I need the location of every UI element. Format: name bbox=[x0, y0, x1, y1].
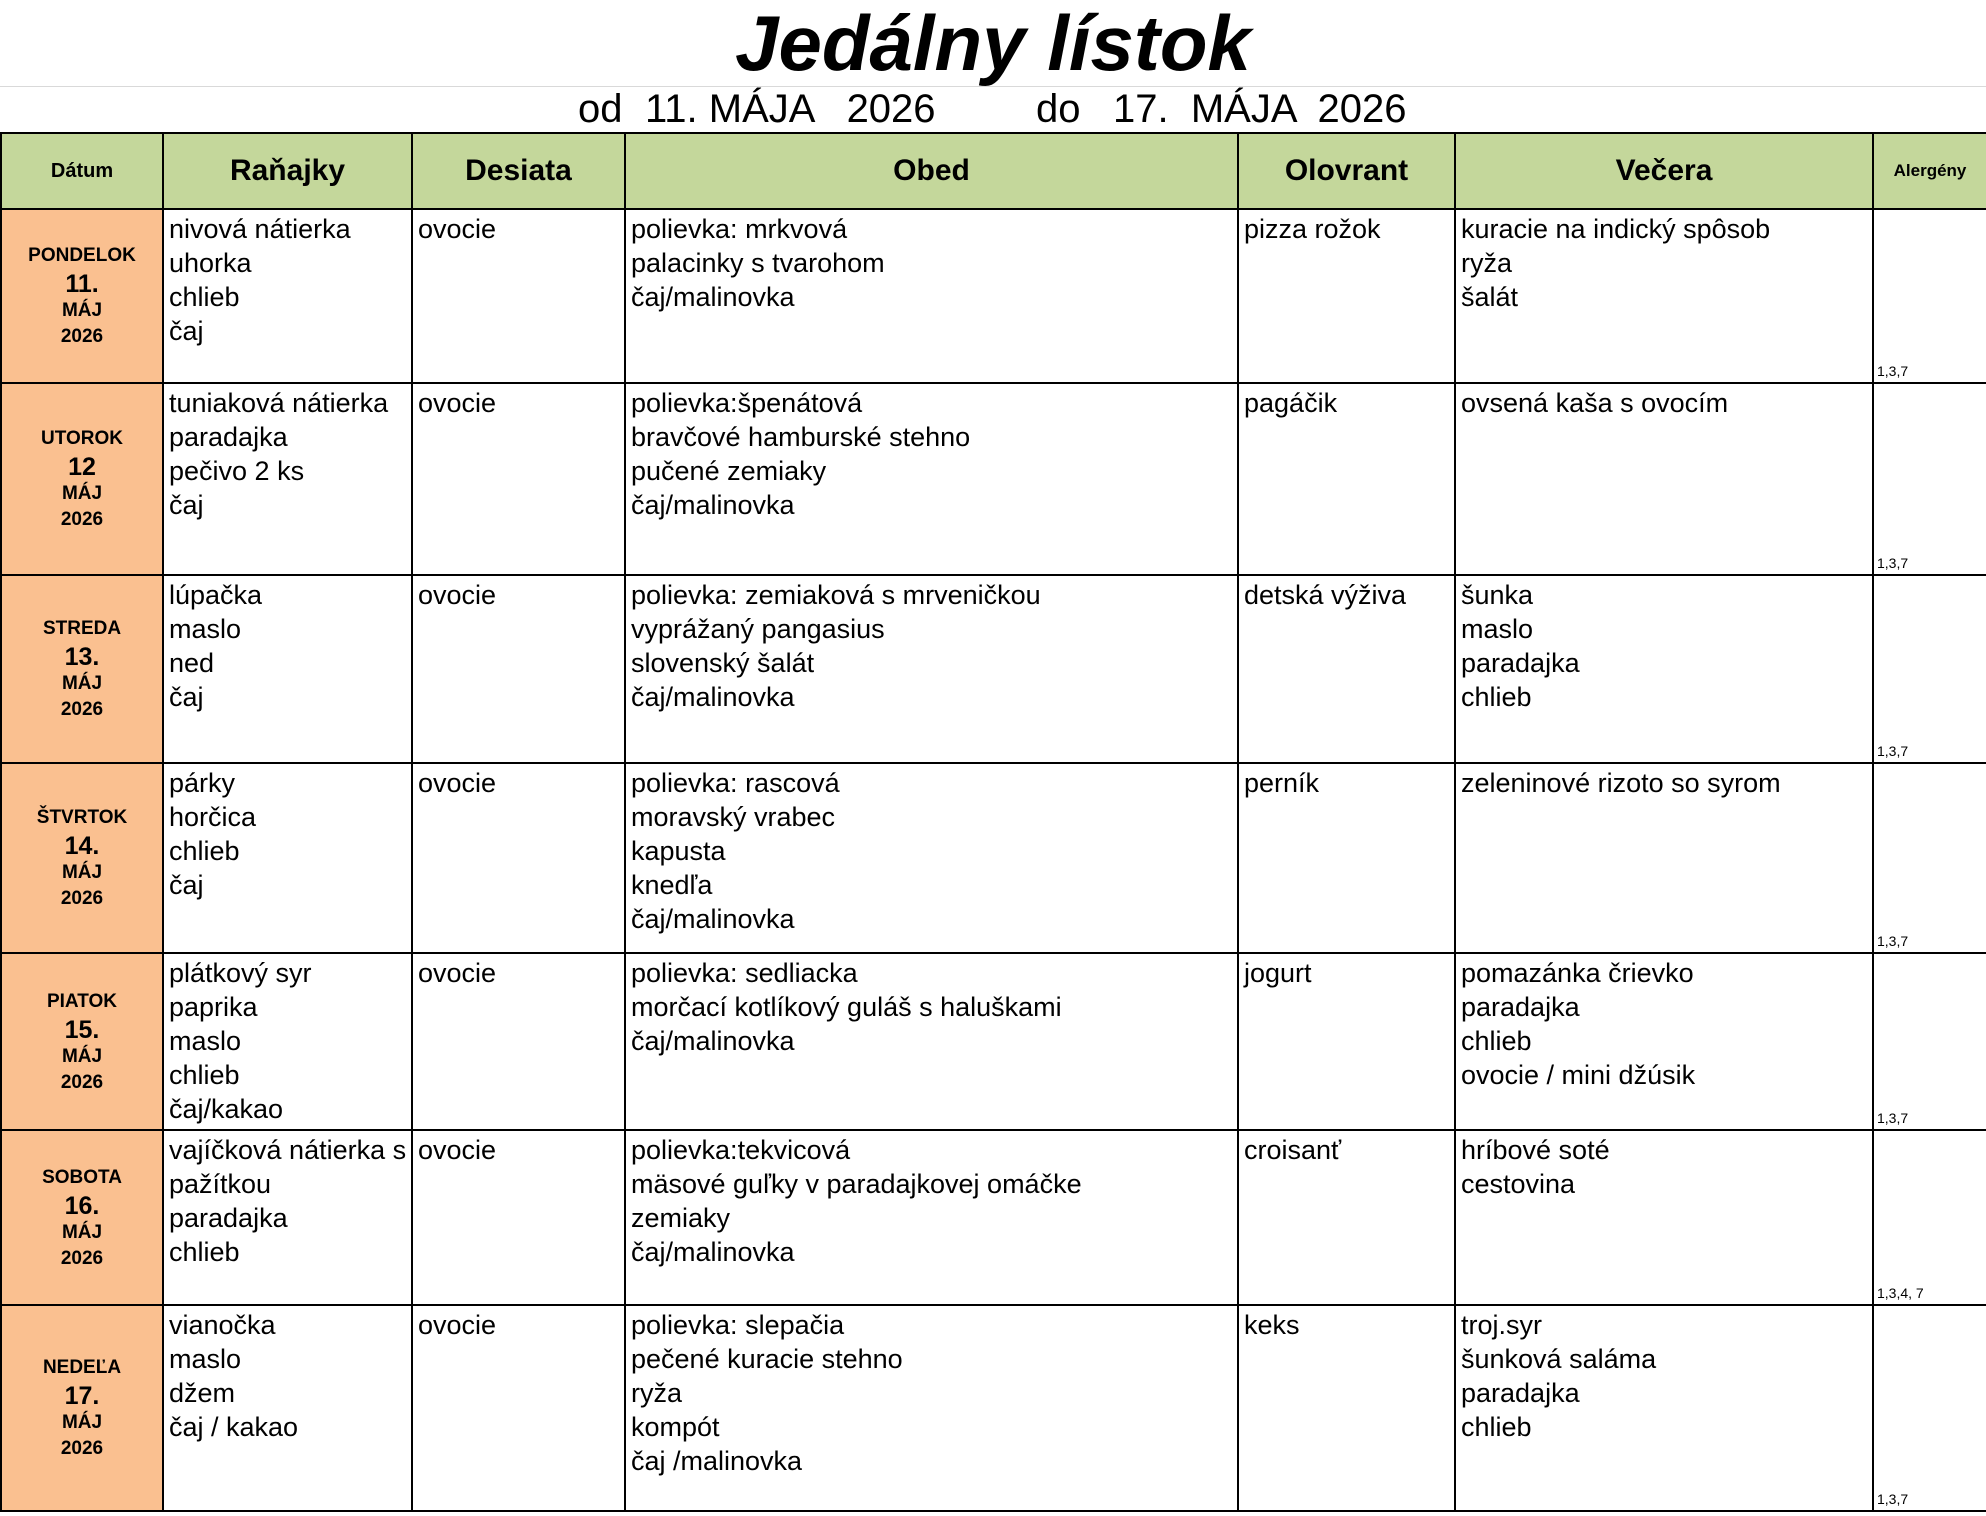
day-month: MÁJ bbox=[61, 1412, 103, 1433]
vecera-item: chlieb bbox=[1461, 1412, 1532, 1442]
ranajky-item: chlieb bbox=[169, 1237, 240, 1267]
obed-item: čaj/malinovka bbox=[631, 682, 795, 712]
col-header-desiata: Desiata bbox=[412, 133, 625, 209]
vecera-item: pomazánka črievko bbox=[1461, 958, 1694, 988]
ranajky-item: lúpačka bbox=[169, 580, 263, 610]
ranajky-item: čaj bbox=[169, 682, 204, 712]
header-row bbox=[1, 133, 1986, 209]
day-number: 13. bbox=[64, 643, 100, 671]
desiata-cell bbox=[412, 575, 625, 763]
obed-item: polievka: slepačia bbox=[631, 1310, 845, 1340]
period-from-date: 11. MÁJA 2026 bbox=[645, 87, 936, 131]
day-cell bbox=[1, 209, 163, 383]
vecera-item: ryža bbox=[1461, 248, 1513, 278]
day-year: 2026 bbox=[60, 888, 104, 909]
obed-item: polievka: rascová bbox=[631, 768, 840, 798]
ranajky-item: čaj bbox=[169, 870, 204, 900]
obed-item: polievka:špenátová bbox=[631, 388, 863, 418]
obed-cell bbox=[625, 383, 1238, 575]
obed-item: vyprážaný pangasius bbox=[631, 614, 885, 644]
obed-cell bbox=[625, 1305, 1238, 1511]
obed-item: čaj/malinovka bbox=[631, 904, 795, 934]
allergens-cell: 1,3,7 bbox=[1873, 763, 1986, 953]
obed-cell bbox=[625, 763, 1238, 953]
ranajky-item: pažítkou bbox=[169, 1169, 272, 1199]
olovrant-item: jogurt bbox=[1244, 958, 1312, 988]
day-year: 2026 bbox=[60, 1438, 104, 1459]
ranajky-item: chlieb bbox=[169, 1060, 240, 1090]
table-row bbox=[1, 383, 1986, 575]
obed-item: slovenský šalát bbox=[631, 648, 815, 678]
obed-item: polievka: sedliacka bbox=[631, 958, 858, 988]
ranajky-item: chlieb bbox=[169, 836, 240, 866]
day-number: 11. bbox=[65, 270, 99, 298]
obed-item: čaj/malinovka bbox=[631, 490, 795, 520]
day-month: MÁJ bbox=[61, 1221, 103, 1243]
ranajky-item: džem bbox=[169, 1378, 236, 1408]
day-month: MÁJ bbox=[61, 862, 103, 883]
vecera-item: maslo bbox=[1461, 614, 1534, 644]
ranajky-cell bbox=[163, 1305, 412, 1511]
ranajky-item: plátkový syr bbox=[169, 958, 312, 988]
ranajky-item: paradajka bbox=[169, 422, 288, 452]
vecera-item: šalát bbox=[1461, 282, 1519, 312]
obed-item: čaj/malinovka bbox=[631, 1237, 795, 1267]
obed-item: moravský vrabec bbox=[631, 802, 836, 832]
obed-item: čaj /malinovka bbox=[631, 1446, 803, 1476]
day-year: 2026 bbox=[60, 1247, 104, 1269]
menu-table bbox=[0, 132, 1986, 1512]
vecera-item: paradajka bbox=[1461, 648, 1580, 678]
allergens-cell: 1,3,7 bbox=[1873, 1305, 1986, 1511]
vecera-item: ovocie / mini džúsik bbox=[1461, 1060, 1696, 1090]
olovrant-cell bbox=[1238, 763, 1455, 953]
desiata-item: ovocie bbox=[418, 958, 497, 988]
page-title: Jedálny lístok bbox=[0, 0, 1986, 87]
table-row bbox=[1, 575, 1986, 763]
col-header-obed: Obed bbox=[625, 133, 1238, 209]
menu-body bbox=[1, 209, 1986, 1511]
day-cell bbox=[1, 383, 163, 575]
vecera-item: hríbové soté bbox=[1461, 1135, 1610, 1165]
ranajky-item: horčica bbox=[169, 802, 257, 832]
allergens-cell: 1,3,4, 7 bbox=[1873, 1130, 1986, 1305]
obed-item: čaj/malinovka bbox=[631, 1026, 795, 1056]
table-row bbox=[1, 763, 1986, 953]
day-name: PIATOK bbox=[46, 990, 118, 1012]
ranajky-item: čaj bbox=[169, 490, 204, 520]
obed-item: pečené kuracie stehno bbox=[631, 1344, 903, 1374]
day-number: 14. bbox=[64, 832, 100, 860]
table-row bbox=[1, 209, 1986, 383]
obed-cell bbox=[625, 575, 1238, 763]
ranajky-cell bbox=[163, 383, 412, 575]
obed-item: bravčové hamburské stehno bbox=[631, 422, 971, 452]
vecera-cell bbox=[1455, 383, 1873, 575]
col-header-datum: Dátum bbox=[1, 133, 163, 209]
olovrant-item: croisanť bbox=[1244, 1135, 1342, 1165]
col-header-vecera: Večera bbox=[1455, 133, 1873, 209]
vecera-item: šunka bbox=[1461, 580, 1534, 610]
day-cell bbox=[1, 1305, 163, 1511]
obed-item: knedľa bbox=[631, 870, 713, 900]
ranajky-cell bbox=[163, 1130, 412, 1305]
olovrant-cell bbox=[1238, 953, 1455, 1130]
vecera-item: kuracie na indický spôsob bbox=[1461, 214, 1771, 244]
vecera-item: cestovina bbox=[1461, 1169, 1576, 1199]
obed-item: čaj/malinovka bbox=[631, 282, 795, 312]
vecera-item: chlieb bbox=[1461, 682, 1532, 712]
vecera-item: zeleninové rizoto so syrom bbox=[1461, 768, 1781, 798]
vecera-cell bbox=[1455, 1130, 1873, 1305]
day-year: 2026 bbox=[60, 509, 104, 530]
ranajky-item: maslo bbox=[169, 614, 242, 644]
desiata-cell bbox=[412, 209, 625, 383]
desiata-item: ovocie bbox=[418, 388, 497, 418]
ranajky-cell bbox=[163, 763, 412, 953]
ranajky-item: nivová nátierka bbox=[169, 214, 351, 244]
col-header-alergeny: Alergény bbox=[1873, 133, 1986, 209]
obed-item: polievka:tekvicová bbox=[631, 1135, 851, 1165]
day-year: 2026 bbox=[60, 1071, 104, 1093]
obed-item: kapusta bbox=[631, 836, 726, 866]
vecera-cell bbox=[1455, 209, 1873, 383]
ranajky-cell bbox=[163, 575, 412, 763]
vecera-item: šunková saláma bbox=[1461, 1344, 1657, 1374]
day-name: NEDEĽA bbox=[42, 1357, 122, 1378]
day-year: 2026 bbox=[60, 699, 104, 720]
period-to-date: 17. MÁJA 2026 bbox=[1113, 87, 1407, 131]
day-cell bbox=[1, 575, 163, 763]
desiata-cell bbox=[412, 763, 625, 953]
ranajky-item: čaj bbox=[169, 316, 204, 346]
olovrant-item: perník bbox=[1244, 768, 1320, 798]
period-to-label: do bbox=[1036, 87, 1081, 131]
olovrant-item: detská výživa bbox=[1244, 580, 1407, 610]
obed-item: mäsové guľky v paradajkovej omáčke bbox=[631, 1169, 1082, 1199]
day-month: MÁJ bbox=[61, 300, 103, 321]
day-name: UTOROK bbox=[41, 428, 123, 449]
ranajky-item: čaj/kakao bbox=[169, 1094, 284, 1124]
allergens-cell: 1,3,7 bbox=[1873, 209, 1986, 383]
allergens-cell: 1,3,7 bbox=[1873, 953, 1986, 1130]
ranajky-item: paprika bbox=[169, 992, 258, 1022]
desiata-item: ovocie bbox=[418, 580, 497, 610]
ranajky-item: čaj / kakao bbox=[169, 1412, 299, 1442]
obed-item: palacinky s tvarohom bbox=[631, 248, 885, 278]
olovrant-cell bbox=[1238, 575, 1455, 763]
desiata-item: ovocie bbox=[418, 1310, 497, 1340]
day-number: 16. bbox=[64, 1191, 100, 1220]
day-month: MÁJ bbox=[61, 673, 103, 694]
olovrant-cell bbox=[1238, 209, 1455, 383]
table-row bbox=[1, 1305, 1986, 1511]
vecera-cell bbox=[1455, 1305, 1873, 1511]
day-cell bbox=[1, 953, 163, 1130]
day-name: SOBOTA bbox=[42, 1166, 122, 1188]
obed-item: zemiaky bbox=[631, 1203, 731, 1233]
desiata-cell bbox=[412, 953, 625, 1130]
col-header-olovrant: Olovrant bbox=[1238, 133, 1455, 209]
obed-cell bbox=[625, 953, 1238, 1130]
desiata-cell bbox=[412, 383, 625, 575]
desiata-item: ovocie bbox=[418, 1135, 497, 1165]
vecera-item: paradajka bbox=[1461, 1378, 1580, 1408]
desiata-item: ovocie bbox=[418, 214, 497, 244]
day-number: 12 bbox=[68, 453, 96, 481]
vecera-item: paradajka bbox=[1461, 992, 1580, 1022]
col-header-ranajky: Raňajky bbox=[163, 133, 412, 209]
ranajky-item: chlieb bbox=[169, 282, 240, 312]
olovrant-item: keks bbox=[1244, 1310, 1300, 1340]
allergens-cell: 1,3,7 bbox=[1873, 383, 1986, 575]
desiata-cell bbox=[412, 1130, 625, 1305]
vecera-cell bbox=[1455, 953, 1873, 1130]
day-month: MÁJ bbox=[61, 483, 103, 504]
period-line bbox=[0, 86, 1986, 132]
ranajky-item: vajíčková nátierka s bbox=[169, 1135, 407, 1165]
day-cell bbox=[1, 1130, 163, 1305]
ranajky-item: maslo bbox=[169, 1344, 242, 1374]
ranajky-item: uhorka bbox=[169, 248, 252, 278]
obed-item: ryža bbox=[631, 1378, 683, 1408]
olovrant-item: pagáčik bbox=[1244, 388, 1338, 418]
ranajky-item: párky bbox=[169, 768, 236, 798]
olovrant-item: pizza rožok bbox=[1244, 214, 1381, 244]
olovrant-cell bbox=[1238, 383, 1455, 575]
day-name: PONDELOK bbox=[28, 245, 136, 266]
table-row bbox=[1, 953, 1986, 1130]
obed-item: polievka: zemiaková s mrveničkou bbox=[631, 580, 1041, 610]
obed-item: polievka: mrkvová bbox=[631, 214, 848, 244]
day-name: STREDA bbox=[42, 618, 122, 639]
ranajky-cell bbox=[163, 953, 412, 1130]
obed-item: kompót bbox=[631, 1412, 720, 1442]
ranajky-item: maslo bbox=[169, 1026, 242, 1056]
ranajky-item: paradajka bbox=[169, 1203, 288, 1233]
day-number: 17. bbox=[64, 1382, 100, 1410]
obed-item: pučené zemiaky bbox=[631, 456, 827, 486]
day-number: 15. bbox=[64, 1015, 100, 1044]
period-from-label: od bbox=[578, 87, 623, 131]
ranajky-cell bbox=[163, 209, 412, 383]
day-cell bbox=[1, 763, 163, 953]
obed-item: morčací kotlíkový guláš s haluškami bbox=[631, 992, 1062, 1022]
olovrant-cell bbox=[1238, 1305, 1455, 1511]
day-name: ŠTVRTOK bbox=[36, 807, 128, 828]
vecera-cell bbox=[1455, 763, 1873, 953]
olovrant-cell bbox=[1238, 1130, 1455, 1305]
desiata-item: ovocie bbox=[418, 768, 497, 798]
vecera-item: chlieb bbox=[1461, 1026, 1532, 1056]
ranajky-item: tuniaková nátierka bbox=[169, 388, 389, 418]
desiata-cell bbox=[412, 1305, 625, 1511]
ranajky-item: ned bbox=[169, 648, 215, 678]
vecera-cell bbox=[1455, 575, 1873, 763]
vecera-item: ovsená kaša s ovocím bbox=[1461, 388, 1729, 418]
obed-cell bbox=[625, 209, 1238, 383]
ranajky-item: vianočka bbox=[169, 1310, 276, 1340]
table-row bbox=[1, 1130, 1986, 1305]
allergens-cell: 1,3,7 bbox=[1873, 575, 1986, 763]
obed-cell bbox=[625, 1130, 1238, 1305]
day-year: 2026 bbox=[60, 326, 104, 347]
vecera-item: troj.syr bbox=[1461, 1310, 1542, 1340]
ranajky-item: pečivo 2 ks bbox=[169, 456, 305, 486]
day-month: MÁJ bbox=[61, 1045, 103, 1067]
